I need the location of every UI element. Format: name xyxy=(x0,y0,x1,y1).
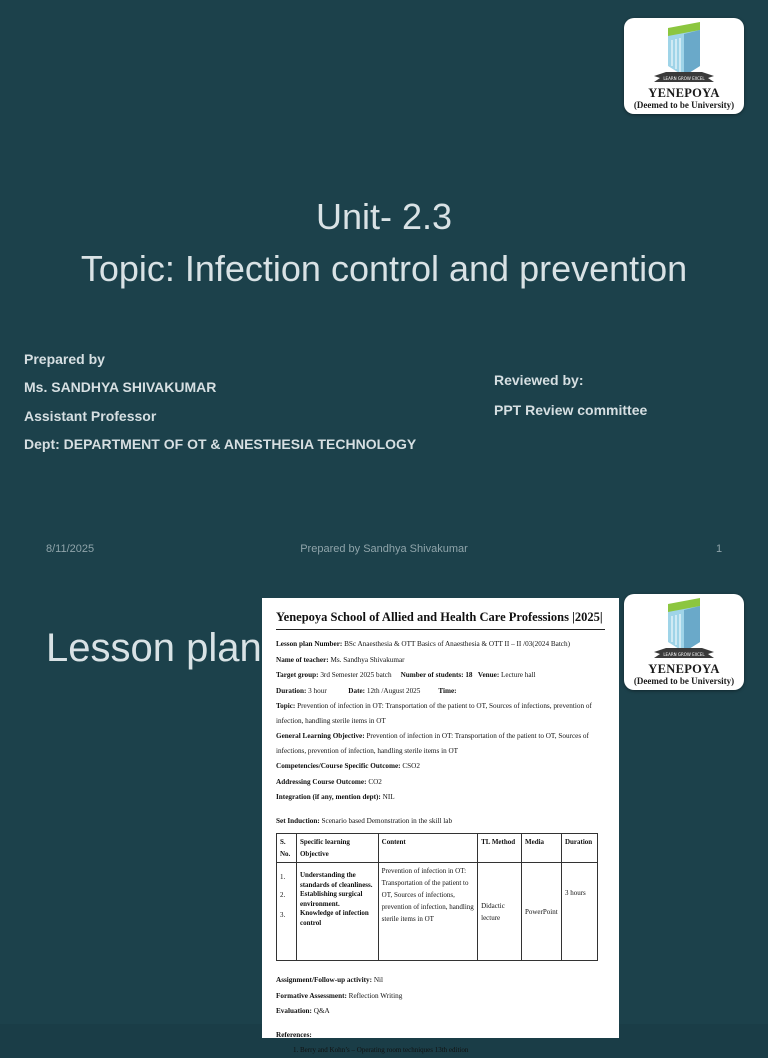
footer-date: 8/11/2025 xyxy=(46,543,95,555)
logo-subtitle: (Deemed to be University) xyxy=(633,100,735,110)
yenepoya-logo xyxy=(624,18,744,114)
references-label: References: xyxy=(276,1030,312,1039)
list-item: 1. Berry and Kohn’s – Operating room techniques 13th edition xyxy=(300,1043,605,1058)
formative-line: Formative Assessment: Reflection Writing xyxy=(276,991,403,1000)
footer-page-number: 1 xyxy=(716,543,723,555)
prepared-by-label: Prepared by xyxy=(24,351,105,367)
objective-cell: Understanding the standards of cleanliness. Establishing surgical environment. Knowledge of infection control xyxy=(296,863,378,961)
logo-subtitle: (Deemed to be University) xyxy=(633,676,735,686)
content-cell: Prevention of infection in OT: Transportation of the patient to OT, Sources of infections, prevention of infection, handling sterile items in OT xyxy=(378,863,477,961)
reviewer-name: PPT Review committee xyxy=(494,402,648,418)
logo-name: YENEPOYA xyxy=(648,86,720,100)
references-list xyxy=(276,1043,605,1058)
teacher-line: Name of teacher: Ms. Sandhya Shivakumar xyxy=(276,655,405,664)
col-header-sno: S. No. xyxy=(277,834,297,863)
table-header-row xyxy=(277,834,598,863)
footer-center: Prepared by Sandhya Shivakumar xyxy=(300,543,468,555)
topic-line: Topic: Prevention of infection in OT: Transportation of the patient to OT, Sources of infections, prevention of infection, handling sterile items in OT xyxy=(276,702,592,725)
duration-line: Duration: 3 hour Date: 12th /August 2025 Time: xyxy=(276,686,457,695)
lesson-number-line: Lesson plan Number: BSc Anaesthesia & OTT Basics of Anaesthesia & OTT II – II /03(2024 Batch) xyxy=(276,640,570,648)
lesson-plan-slide xyxy=(0,576,768,1054)
logo-banner-text: LEARN GROW EXCEL xyxy=(663,652,705,657)
integration-line: Integration (if any, mention dept): NIL xyxy=(276,793,395,801)
competencies-line: Competencies/Course Specific Outcome: CSO2 xyxy=(276,762,420,770)
topic-title: Topic: Infection control and prevention xyxy=(80,248,688,289)
document-header: Yenepoya School of Allied and Health Care Professions |2025| xyxy=(276,610,605,630)
logo-name: YENEPOYA xyxy=(648,662,720,676)
university-crest-icon xyxy=(652,598,716,664)
unit-title: Unit- 2.3 xyxy=(315,196,453,237)
lesson-plan-document xyxy=(262,598,619,1054)
evaluation-line: Evaluation: Q&A xyxy=(276,1007,330,1015)
col-header-media: Media xyxy=(521,834,561,863)
set-induction-line: Set Induction: Scenario based Demonstration in the skill lab xyxy=(276,816,453,825)
target-group-line: Target group: 3rd Semester 2025 batch Number of students: 18 Venue: Lecture hall xyxy=(276,671,536,679)
col-header-content: Content xyxy=(378,834,477,863)
col-header-objective: Specific learning Objective xyxy=(296,834,378,863)
preparer-name: Ms. SANDHYA SHIVAKUMAR xyxy=(24,379,217,395)
media-cell: PowerPoint xyxy=(521,863,561,961)
assignment-line: Assignment/Follow-up activity: Nil xyxy=(276,976,384,984)
general-learning-objective-line: General Learning Objective: Prevention of infection in OT: Transportation of the patient to OT, Sources of infections, prevention of infection, handling sterile items in OT xyxy=(276,732,589,755)
preparer-department: Dept: DEPARTMENT OF OT & ANESTHESIA TECHNOLOGY xyxy=(24,436,417,452)
lesson-table xyxy=(276,833,598,961)
table-row xyxy=(277,863,598,961)
method-cell: Didactic lecture xyxy=(478,863,522,961)
yenepoya-logo xyxy=(624,594,744,690)
course-outcome-line: Addressing Course Outcome: CO2 xyxy=(276,777,382,786)
duration-cell: 3 hours xyxy=(561,863,597,961)
reviewed-by-label: Reviewed by: xyxy=(494,372,584,388)
sno-cell: 1. 2. 3. xyxy=(277,863,297,961)
col-header-duration: Duration xyxy=(561,834,597,863)
preparer-designation: Assistant Professor xyxy=(24,408,157,424)
university-crest-icon xyxy=(652,22,716,88)
lesson-plan-title: Lesson plan xyxy=(46,626,262,670)
col-header-method: TL Method xyxy=(478,834,522,863)
logo-banner-text: LEARN GROW EXCEL xyxy=(663,76,705,81)
